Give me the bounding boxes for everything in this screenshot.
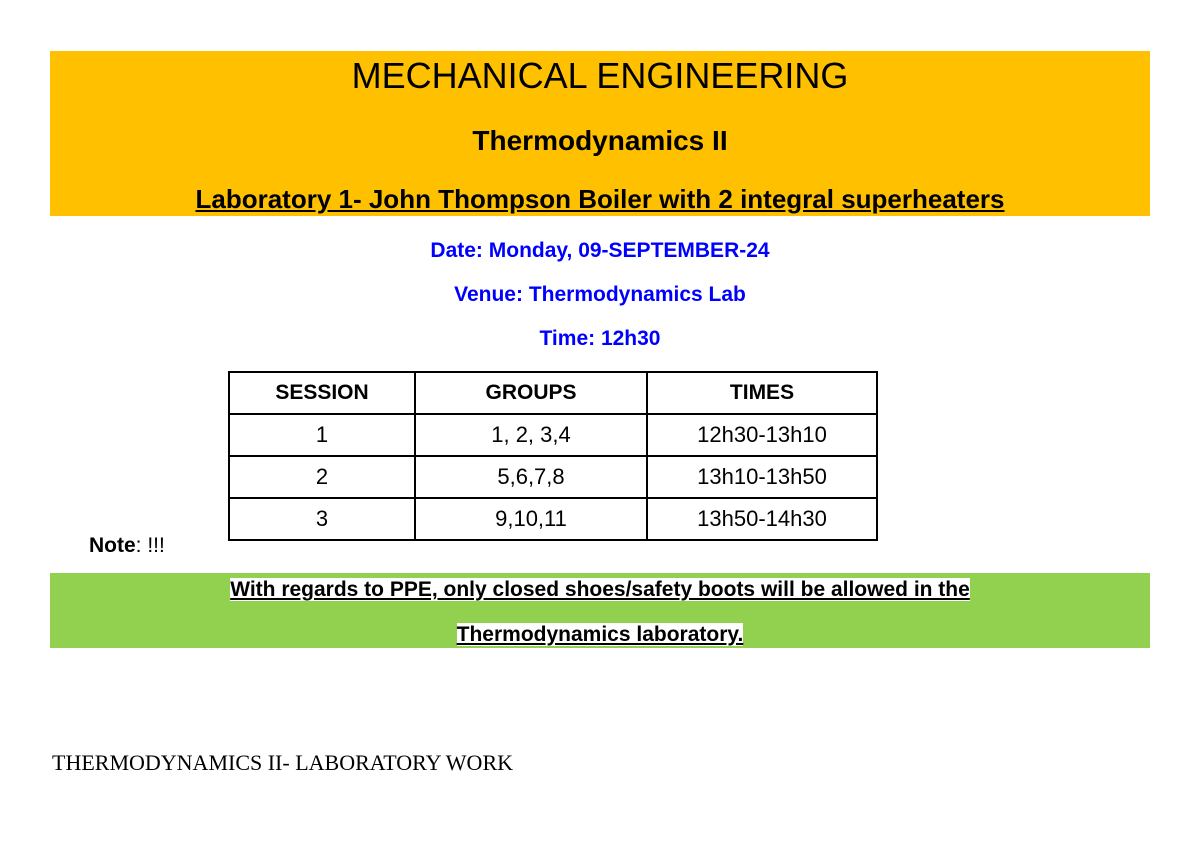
session-cell: 1: [229, 414, 415, 456]
table-row: [229, 414, 877, 456]
times-cell: 13h10-13h50: [647, 456, 877, 498]
schedule-table: [228, 371, 878, 541]
session-cell: 3: [229, 498, 415, 540]
table-header-row: [229, 372, 877, 414]
ppe-line-1: [0, 577, 1200, 603]
venue-line: Venue: Thermodynamics Lab: [454, 283, 746, 306]
groups-cell: 5,6,7,8: [415, 456, 647, 498]
header-times: TIMES: [647, 372, 877, 414]
department-title: MECHANICAL ENGINEERING: [351, 55, 849, 96]
course-title: Thermodynamics II: [472, 125, 728, 156]
ppe-text-1: With regards to PPE, only closed shoes/safety boots will be allowed in the: [230, 578, 970, 601]
lab-title: Laboratory 1- John Thompson Boiler with 2 integral superheaters: [195, 184, 1005, 214]
note: [89, 533, 165, 559]
note-label: Note: [89, 534, 136, 557]
ppe-line-2: [0, 622, 1200, 648]
table-row: [229, 456, 877, 498]
table-row: [229, 498, 877, 540]
header-groups: GROUPS: [415, 372, 647, 414]
times-cell: 13h50-14h30: [647, 498, 877, 540]
ppe-text-2: Thermodynamics laboratory.: [456, 623, 744, 646]
session-cell: 2: [229, 456, 415, 498]
header-session: SESSION: [229, 372, 415, 414]
times-cell: 12h30-13h10: [647, 414, 877, 456]
note-text: : !!!: [135, 534, 165, 557]
time-line: Time: 12h30: [539, 327, 661, 350]
date-line: Date: Monday, 09-SEPTEMBER-24: [430, 239, 770, 262]
groups-cell: 9,10,11: [415, 498, 647, 540]
footer-text: THERMODYNAMICS II- LABORATORY WORK: [52, 750, 514, 775]
groups-cell: 1, 2, 3,4: [415, 414, 647, 456]
